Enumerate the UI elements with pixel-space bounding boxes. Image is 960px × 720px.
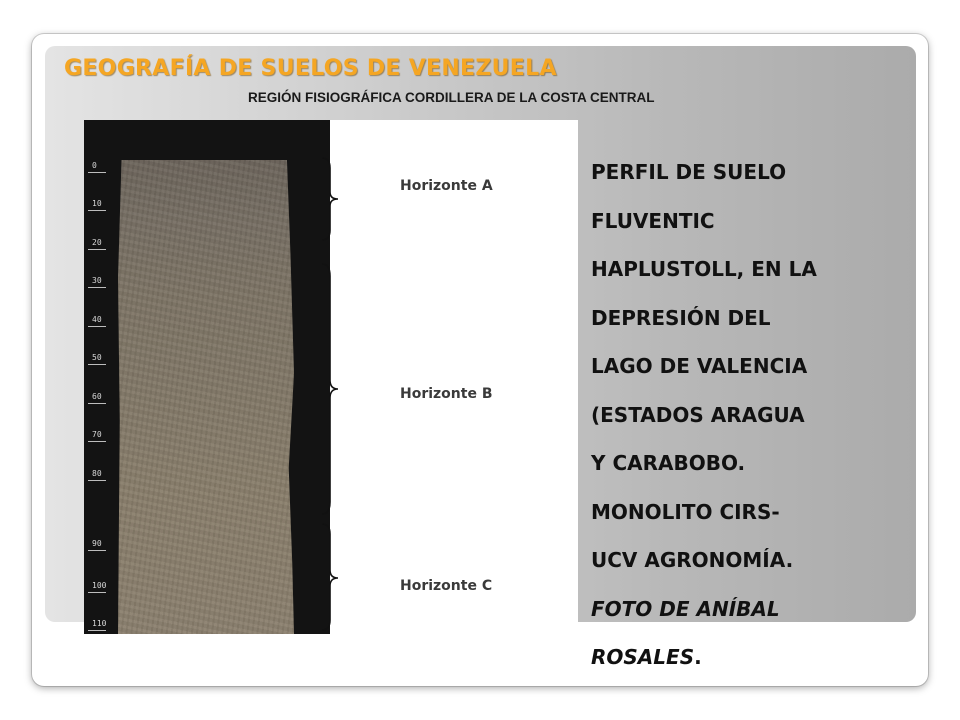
description-line: Y CARABOBO. — [591, 451, 746, 475]
horizon-b-label: Horizonte B — [400, 386, 493, 402]
soil-profile-photo — [84, 120, 578, 634]
photo-credit-line: FOTO DE ANÍBAL — [591, 596, 780, 621]
horizon-b-brace — [320, 262, 342, 516]
description-line: PERFIL DE SUELO — [591, 160, 787, 184]
description-line: HAPLUSTOLL, EN LA — [591, 257, 817, 281]
final-period: . — [694, 645, 702, 669]
horizon-c-label: Horizonte C — [400, 578, 493, 594]
profile-description — [591, 148, 911, 682]
description-line: FLUVENTIC — [591, 208, 715, 233]
description-line: DEPRESIÓN DEL — [591, 305, 771, 330]
horizon-c-brace — [320, 522, 342, 632]
soil-monolith — [118, 160, 294, 634]
horizon-a-label: Horizonte A — [400, 178, 493, 194]
photo-credit-surname: ROSALES — [591, 645, 695, 669]
horizon-a-brace — [320, 156, 342, 242]
description-line: MONOLITO CIRS- — [591, 499, 780, 524]
slide-subtitle: REGIÓN FISIOGRÁFICA CORDILLERA DE LA COSTA CENTRAL — [248, 90, 655, 105]
depth-ruler: 0 10 20 30 40 50 60 70 80 90 100 110 — [88, 160, 116, 634]
description-line: (ESTADOS ARAGUA — [591, 402, 805, 427]
description-line: LAGO DE VALENCIA — [591, 354, 808, 378]
slide-title: GEOGRAFÍA DE SUELOS DE VENEZUELA — [64, 56, 557, 81]
photo-credit-name — [591, 633, 911, 682]
description-line: UCV AGRONOMÍA. — [591, 548, 794, 572]
